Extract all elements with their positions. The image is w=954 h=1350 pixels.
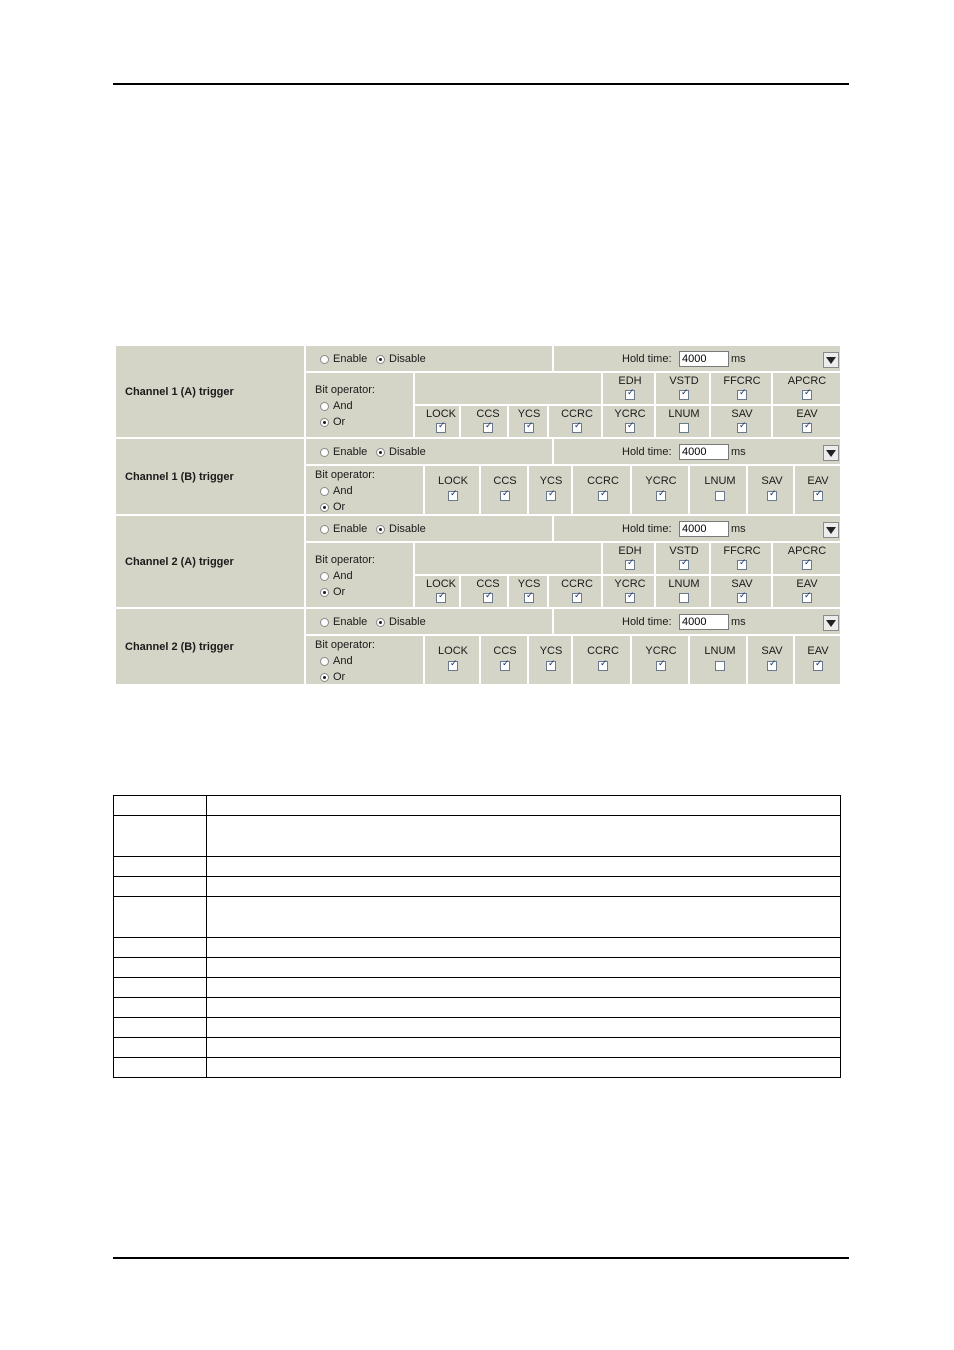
- table-cell: [207, 958, 841, 978]
- trigger-2-enable-label: Enable: [333, 446, 368, 458]
- table-cell: [114, 998, 207, 1018]
- trigger-3-flag-label-edh: EDH: [618, 545, 642, 557]
- trigger-1-or-label: Or: [333, 416, 346, 428]
- trigger-4-enable-label: Enable: [333, 616, 368, 628]
- table-row: [114, 1058, 841, 1078]
- trigger-1-empty-cell: [415, 373, 603, 406]
- trigger-4-checkbox-sav[interactable]: [767, 661, 777, 671]
- trigger-4-checkbox-ccs[interactable]: [500, 661, 510, 671]
- trigger-3-flag-label-vstd: VSTD: [669, 545, 699, 557]
- trigger-3-or-label: Or: [333, 586, 346, 598]
- trigger-4-flag-label-ycs: YCS: [539, 645, 563, 657]
- trigger-3-checkbox-ycrc[interactable]: [625, 593, 635, 603]
- table-cell: [114, 796, 207, 816]
- trigger-1-flag-label-eav: EAV: [796, 408, 818, 420]
- table-row: [114, 1038, 841, 1058]
- trigger-3-disable-label: Disable: [389, 523, 426, 535]
- trigger-4-flag-label-eav: EAV: [807, 645, 829, 657]
- trigger-1-checkbox-ycrc[interactable]: [625, 423, 635, 433]
- trigger-4-disable-label: Disable: [389, 616, 426, 628]
- table-cell: [207, 796, 841, 816]
- trigger-4-flag-label-ccs: CCS: [493, 645, 517, 657]
- trigger-settings-panel: [116, 346, 842, 686]
- trigger-2-flag-label-lnum: LNUM: [704, 475, 736, 487]
- trigger-1-checkbox-ccrc[interactable]: [572, 423, 582, 433]
- trigger-3-enable-radio[interactable]: [320, 525, 329, 534]
- trigger-4-checkbox-lnum[interactable]: [715, 661, 725, 671]
- trigger-2-and-radio[interactable]: [320, 487, 329, 496]
- trigger-3-bit-operator-label: Bit operator:: [315, 554, 375, 566]
- trigger-4-and-radio[interactable]: [320, 657, 329, 666]
- trigger-1-flag-label-ycrc: YCRC: [614, 408, 646, 420]
- trigger-3-checkbox-apcrc[interactable]: [802, 560, 812, 570]
- trigger-1-hold-time-label: Hold time:: [622, 353, 672, 365]
- trigger-1-flag-label-vstd: VSTD: [669, 375, 699, 387]
- trigger-2-checkbox-ycs[interactable]: [546, 491, 556, 501]
- trigger-1-flag-label-ccrc: CCRC: [561, 408, 593, 420]
- trigger-3-empty-cell: [415, 543, 603, 576]
- trigger-1-flag-label-ycs: YCS: [517, 408, 541, 420]
- trigger-4-checkbox-ycrc[interactable]: [656, 661, 666, 671]
- trigger-3-hold-time-label: Hold time:: [622, 523, 672, 535]
- trigger-4-flag-label-lock: LOCK: [438, 645, 468, 657]
- trigger-1-checkbox-sav[interactable]: [737, 423, 747, 433]
- trigger-3-flag-label-lock: LOCK: [426, 578, 456, 590]
- trigger-1-flag-label-ffcrc: FFCRC: [723, 375, 761, 387]
- trigger-1-flag-label-edh: EDH: [618, 375, 642, 387]
- trigger-3-name: Channel 2 (A) trigger: [116, 516, 306, 609]
- trigger-4-checkbox-ccrc[interactable]: [598, 661, 608, 671]
- trigger-1-checkbox-lnum[interactable]: [679, 423, 689, 433]
- table-row: [114, 938, 841, 958]
- table-cell: [114, 897, 207, 938]
- trigger-4-name: Channel 2 (B) trigger: [116, 609, 306, 686]
- trigger-2-flag-label-lock: LOCK: [438, 475, 468, 487]
- table-cell: [207, 897, 841, 938]
- trigger-4-collapse-arrow-icon[interactable]: [823, 615, 839, 631]
- table-cell: [207, 1058, 841, 1078]
- trigger-4-checkbox-lock[interactable]: [448, 661, 458, 671]
- trigger-1-checkbox-ccs[interactable]: [483, 423, 493, 433]
- table-row: [114, 978, 841, 998]
- trigger-1-flag-label-ccs: CCS: [476, 408, 500, 420]
- trigger-3-hold-unit: ms: [731, 523, 746, 535]
- footer-rule: [113, 1257, 849, 1259]
- trigger-3-and-label: And: [333, 570, 353, 582]
- trigger-2-collapse-arrow-icon[interactable]: [823, 445, 839, 461]
- table-cell: [207, 1018, 841, 1038]
- trigger-3-enable-label: Enable: [333, 523, 368, 535]
- trigger-3-flag-label-lnum: LNUM: [668, 578, 700, 590]
- trigger-3-checkbox-ffcrc[interactable]: [737, 560, 747, 570]
- trigger-2-or-label: Or: [333, 501, 346, 513]
- trigger-1-hold-unit: ms: [731, 353, 746, 365]
- trigger-2-checkbox-ycrc[interactable]: [656, 491, 666, 501]
- trigger-3-or-radio[interactable]: [320, 588, 329, 597]
- trigger-1-checkbox-apcrc[interactable]: [802, 390, 812, 400]
- trigger-2-flag-label-ccrc: CCRC: [587, 475, 619, 487]
- trigger-2-disable-radio[interactable]: [376, 448, 385, 457]
- trigger-2-hold-time-input[interactable]: [679, 444, 729, 460]
- trigger-3-checkbox-vstd[interactable]: [679, 560, 689, 570]
- trigger-3-flag-label-ccrc: CCRC: [561, 578, 593, 590]
- table-row: [114, 857, 841, 877]
- trigger-3-and-radio[interactable]: [320, 572, 329, 581]
- trigger-4-hold-time-input[interactable]: [679, 614, 729, 630]
- trigger-2-checkbox-lnum[interactable]: [715, 491, 725, 501]
- trigger-2-or-radio[interactable]: [320, 503, 329, 512]
- trigger-2-hold-time-label: Hold time:: [622, 446, 672, 458]
- trigger-4-bit-operator-label: Bit operator:: [315, 639, 375, 651]
- trigger-2-and-label: And: [333, 485, 353, 497]
- table-row: [114, 1018, 841, 1038]
- header-rule: [113, 83, 849, 85]
- trigger-1-checkbox-ycs[interactable]: [524, 423, 534, 433]
- trigger-2-bit-operator-label: Bit operator:: [315, 469, 375, 481]
- trigger-2-hold-unit: ms: [731, 446, 746, 458]
- trigger-1-checkbox-eav[interactable]: [802, 423, 812, 433]
- trigger-4-hold-unit: ms: [731, 616, 746, 628]
- trigger-1-disable-radio[interactable]: [376, 355, 385, 364]
- trigger-1-collapse-arrow-icon[interactable]: [823, 352, 839, 368]
- trigger-3-checkbox-lock[interactable]: [436, 593, 446, 603]
- trigger-2-flag-label-ycs: YCS: [539, 475, 563, 487]
- table-cell: [114, 877, 207, 897]
- table-row: [114, 877, 841, 897]
- table-cell: [114, 938, 207, 958]
- table-cell: [114, 978, 207, 998]
- trigger-1-bit-operator-label: Bit operator:: [315, 384, 375, 396]
- trigger-3-hold-time-input[interactable]: [679, 521, 729, 537]
- table-cell: [114, 1058, 207, 1078]
- trigger-1-checkbox-vstd[interactable]: [679, 390, 689, 400]
- trigger-3-disable-radio[interactable]: [376, 525, 385, 534]
- trigger-3-flag-label-apcrc: APCRC: [787, 545, 827, 557]
- trigger-3-checkbox-eav[interactable]: [802, 593, 812, 603]
- trigger-4-checkbox-ycs[interactable]: [546, 661, 556, 671]
- trigger-1-flag-label-lock: LOCK: [426, 408, 456, 420]
- trigger-4-flag-label-lnum: LNUM: [704, 645, 736, 657]
- trigger-3-flag-label-ffcrc: FFCRC: [723, 545, 761, 557]
- table-cell: [207, 816, 841, 857]
- trigger-1-enable-label: Enable: [333, 353, 368, 365]
- trigger-3-flag-label-ccs: CCS: [476, 578, 500, 590]
- trigger-1-flag-label-lnum: LNUM: [668, 408, 700, 420]
- trigger-3-checkbox-ccs[interactable]: [483, 593, 493, 603]
- trigger-2-flag-label-sav: SAV: [761, 475, 783, 487]
- table-row: [114, 958, 841, 978]
- trigger-3-flag-label-eav: EAV: [796, 578, 818, 590]
- trigger-3-checkbox-ycs[interactable]: [524, 593, 534, 603]
- trigger-2-enable-radio[interactable]: [320, 448, 329, 457]
- table-cell: [207, 1038, 841, 1058]
- trigger-1-checkbox-ffcrc[interactable]: [737, 390, 747, 400]
- trigger-4-flag-label-ycrc: YCRC: [645, 645, 677, 657]
- trigger-1-flag-label-apcrc: APCRC: [787, 375, 827, 387]
- table-cell: [207, 938, 841, 958]
- trigger-1-checkbox-lock[interactable]: [436, 423, 446, 433]
- table-cell: [114, 857, 207, 877]
- trigger-4-hold-time-label: Hold time:: [622, 616, 672, 628]
- table-cell: [114, 958, 207, 978]
- trigger-1-hold-time-input[interactable]: [679, 351, 729, 367]
- trigger-2-checkbox-sav[interactable]: [767, 491, 777, 501]
- trigger-3-checkbox-ccrc[interactable]: [572, 593, 582, 603]
- trigger-1-or-radio[interactable]: [320, 418, 329, 427]
- trigger-4-checkbox-eav[interactable]: [813, 661, 823, 671]
- trigger-4-and-label: And: [333, 655, 353, 667]
- trigger-2-checkbox-lock[interactable]: [448, 491, 458, 501]
- trigger-1-and-label: And: [333, 400, 353, 412]
- trigger-1-enable-radio[interactable]: [320, 355, 329, 364]
- trigger-2-flag-label-ccs: CCS: [493, 475, 517, 487]
- table-row: [114, 796, 841, 816]
- table-cell: [207, 998, 841, 1018]
- table-cell: [207, 978, 841, 998]
- trigger-3-checkbox-edh[interactable]: [625, 560, 635, 570]
- trigger-1-disable-label: Disable: [389, 353, 426, 365]
- trigger-1-name: Channel 1 (A) trigger: [116, 346, 306, 439]
- trigger-2-flag-label-ycrc: YCRC: [645, 475, 677, 487]
- table-cell: [114, 1018, 207, 1038]
- trigger-4-or-radio[interactable]: [320, 673, 329, 682]
- trigger-1-and-radio[interactable]: [320, 402, 329, 411]
- trigger-2-checkbox-eav[interactable]: [813, 491, 823, 501]
- trigger-3-flag-label-sav: SAV: [731, 578, 753, 590]
- table-row: [114, 816, 841, 857]
- table-cell: [207, 877, 841, 897]
- table-cell: [207, 857, 841, 877]
- description-table: [113, 795, 841, 1078]
- trigger-2-disable-label: Disable: [389, 446, 426, 458]
- table-cell: [114, 1038, 207, 1058]
- trigger-2-flag-label-eav: EAV: [807, 475, 829, 487]
- trigger-3-flag-label-ycrc: YCRC: [614, 578, 646, 590]
- trigger-2-checkbox-ccs[interactable]: [500, 491, 510, 501]
- table-row: [114, 998, 841, 1018]
- trigger-4-flag-label-ccrc: CCRC: [587, 645, 619, 657]
- trigger-1-flag-label-sav: SAV: [731, 408, 753, 420]
- trigger-2-checkbox-ccrc[interactable]: [598, 491, 608, 501]
- trigger-3-checkbox-sav[interactable]: [737, 593, 747, 603]
- trigger-1-checkbox-edh[interactable]: [625, 390, 635, 400]
- trigger-4-or-label: Or: [333, 671, 346, 683]
- trigger-3-collapse-arrow-icon[interactable]: [823, 522, 839, 538]
- table-cell: [114, 816, 207, 857]
- trigger-4-flag-label-sav: SAV: [761, 645, 783, 657]
- trigger-2-name: Channel 1 (B) trigger: [116, 439, 306, 516]
- table-row: [114, 897, 841, 938]
- trigger-4-disable-radio[interactable]: [376, 618, 385, 627]
- trigger-4-enable-radio[interactable]: [320, 618, 329, 627]
- trigger-3-checkbox-lnum[interactable]: [679, 593, 689, 603]
- trigger-3-flag-label-ycs: YCS: [517, 578, 541, 590]
